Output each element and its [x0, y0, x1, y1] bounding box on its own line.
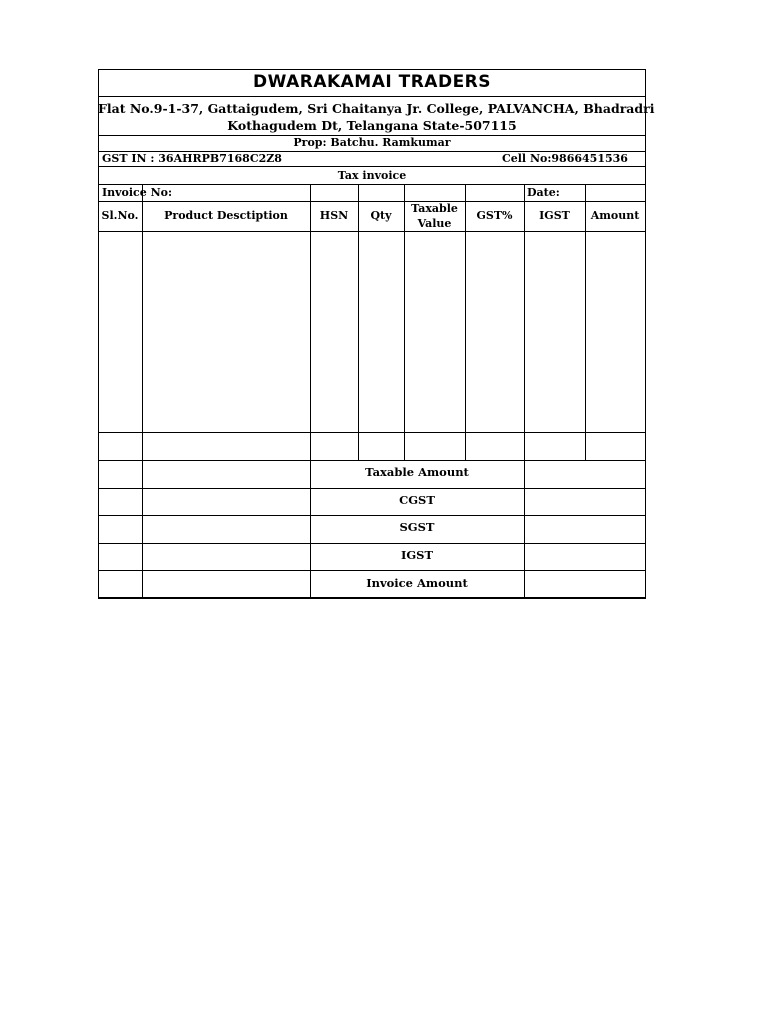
- cell-number: Cell No:9866451536: [502, 152, 628, 165]
- col-line-5: [465, 184, 466, 460]
- summary-invoice-amount: Invoice Amount: [366, 576, 468, 590]
- col-header-qty: Qty: [370, 209, 392, 222]
- invoice-no-label: Invoice No:: [102, 186, 173, 199]
- rule-summary-1: [98, 488, 646, 489]
- summary-igst: IGST: [400, 548, 434, 562]
- col-line-6: [524, 184, 525, 598]
- summary-sgst: SGST: [399, 520, 435, 534]
- proprietor: Prop: Batchu. Ramkumar: [293, 136, 451, 149]
- rule-total-row: [98, 460, 646, 461]
- rule-under-colheaders: [98, 231, 646, 232]
- address-line-2: Kothagudem Dt, Telangana State-507115: [227, 118, 517, 133]
- gstin: GST IN : 36AHRPB7168C2Z8: [102, 152, 282, 165]
- rule-summary-3: [98, 543, 646, 544]
- col-header-igst: IGST: [539, 209, 570, 222]
- col-header-amount: Amount: [590, 209, 640, 222]
- frame-top: [98, 69, 646, 70]
- col-header-taxable-value-2: Value: [417, 217, 452, 230]
- address-line-1: Flat No.9-1-37, Gattaigudem, Sri Chaitanya Jr. College, PALVANCHA, Bhadradri: [98, 101, 655, 116]
- col-line-1: [142, 184, 143, 598]
- doc-type: Tax invoice: [337, 169, 407, 182]
- rule-items-end: [98, 432, 646, 433]
- col-header-description: Product Desctiption: [164, 209, 288, 222]
- col-line-7: [585, 184, 586, 460]
- col-line-2: [310, 184, 311, 598]
- col-header-gst-pct: GST%: [476, 209, 513, 222]
- rule-under-title: [98, 96, 646, 97]
- company-name: DWARAKAMAI TRADERS: [252, 72, 492, 92]
- col-header-hsn: HSN: [319, 209, 349, 222]
- rule-under-gstin: [98, 166, 646, 167]
- summary-taxable-amount: Taxable Amount: [365, 465, 469, 479]
- col-line-3: [358, 184, 359, 460]
- rule-under-invoiceno: [98, 201, 646, 202]
- rule-under-doctype: [98, 184, 646, 185]
- rule-summary-2: [98, 515, 646, 516]
- rule-summary-4: [98, 570, 646, 571]
- summary-cgst: CGST: [399, 493, 435, 507]
- frame-bottom: [98, 597, 646, 599]
- col-header-sl-no: Sl.No.: [101, 209, 139, 222]
- col-header-taxable-value-1: Taxable: [411, 202, 458, 215]
- date-label: Date:: [527, 186, 560, 199]
